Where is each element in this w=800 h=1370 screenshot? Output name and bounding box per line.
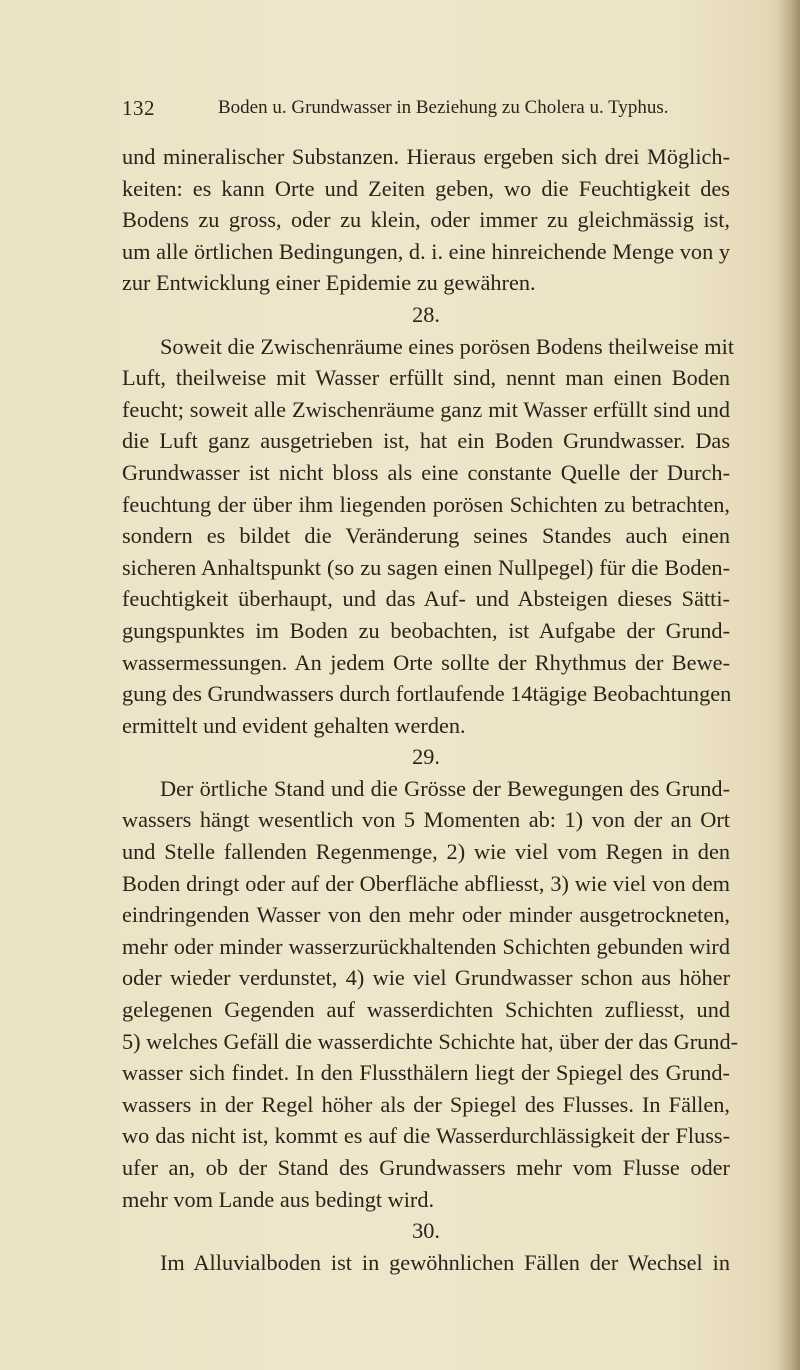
text-line: gungspunktes im Boden zu beobachten, ist Aufgabe der Grund- (122, 617, 730, 643)
text-line: feucht; soweit alle Zwischenräume ganz mit Wasser erfüllt sind und (122, 396, 730, 422)
text-line: und mineralischer Substanzen. Hieraus ergeben sich drei Möglich- (122, 144, 730, 169)
page-edge-shadow (778, 0, 800, 1370)
text-line: zur Entwicklung einer Epidemie zu gewähren. (122, 270, 536, 296)
text-line: sicheren Anhaltspunkt (so zu sagen einen Nullpegel) für die Boden- (122, 554, 730, 580)
text-line: oder wieder verdunstet, 4) wie viel Grundwasser schon aus höher (122, 965, 730, 991)
section-number-29: 29. (412, 744, 440, 770)
text-line: wassers hängt wesentlich von 5 Momenten ab: 1) von der an Ort (122, 807, 730, 833)
text-line: Grundwasser ist nicht bloss als eine constante Quelle der Durch- (122, 459, 730, 485)
body-text (122, 141, 739, 1278)
text-line: gelegenen Gegenden auf wasserdichten Schichten zufliesst, und (122, 997, 730, 1023)
text-line: wassermessungen. An jedem Orte sollte der Rhythmus der Bewe- (122, 649, 730, 675)
running-title: Boden u. Grundwasser in Beziehung zu Cholera u. Typhus. (218, 97, 669, 118)
page-header (122, 94, 732, 122)
text-line: sondern es bildet die Veränderung seines Standes auch einen (122, 523, 730, 549)
text-line: mehr oder minder wasserzurückhaltenden Schichten gebunden wird (122, 933, 730, 959)
text-line: Im Alluvialboden ist in gewöhnlichen Fällen der Wechsel in (160, 1249, 730, 1275)
text-line: eindringenden Wasser von den mehr oder minder ausgetrockneten, (122, 902, 730, 928)
text-line: 5) welches Gefäll die wasserdichte Schichte hat, über der das Grund- (122, 1028, 739, 1054)
text-line: wo das nicht ist, kommt es auf die Wasserdurchlässigkeit der Fluss- (122, 1123, 730, 1149)
section-number-30: 30. (412, 1218, 440, 1244)
text-line: mehr vom Lande aus bedingt wird. (122, 1186, 435, 1212)
text-line: keiten: es kann Orte und Zeiten geben, wo die Feuchtigkeit des (122, 175, 730, 201)
text-line: Bodens zu gross, oder zu klein, oder immer zu gleichmässig ist, (122, 207, 730, 233)
text-line: ufer an, ob der Stand des Grundwassers mehr vom Flusse oder (122, 1155, 730, 1180)
text-line: die Luft ganz ausgetrieben ist, hat ein Boden Grundwasser. Das (122, 428, 730, 454)
text-line: wasser sich findet. In den Flussthälern liegt der Spiegel des Grund- (122, 1060, 730, 1086)
text-line: gung des Grundwassers durch fortlaufende 14tägige Beobachtungen (122, 681, 732, 707)
text-line: Luft, theilweise mit Wasser erfüllt sind, nennt man einen Boden (122, 365, 730, 391)
page-number: 132 (122, 96, 155, 120)
section-number-28: 28. (412, 301, 440, 327)
text-line: und Stelle fallenden Regenmenge, 2) wie viel vom Regen in den (122, 839, 730, 865)
text-line: feuchtung der über ihm liegenden porösen Schichten zu betrachten, (122, 491, 730, 517)
text-line: Soweit die Zwischenräume eines porösen Bodens theilweise mit (160, 333, 735, 359)
text-line: feuchtigkeit überhaupt, und das Auf- und Absteigen dieses Sätti- (122, 586, 730, 612)
text-line: Der örtliche Stand und die Grösse der Bewegungen des Grund- (160, 775, 730, 801)
text-line: Boden dringt oder auf der Oberfläche abfliesst, 3) wie viel von dem (122, 870, 730, 896)
text-line: wassers in der Regel höher als der Spiegel des Flusses. In Fällen, (122, 1091, 730, 1117)
text-line: um alle örtlichen Bedingungen, d. i. eine hinreichende Menge von y (122, 238, 730, 264)
text-line: ermittelt und evident gehalten werden. (122, 712, 466, 738)
